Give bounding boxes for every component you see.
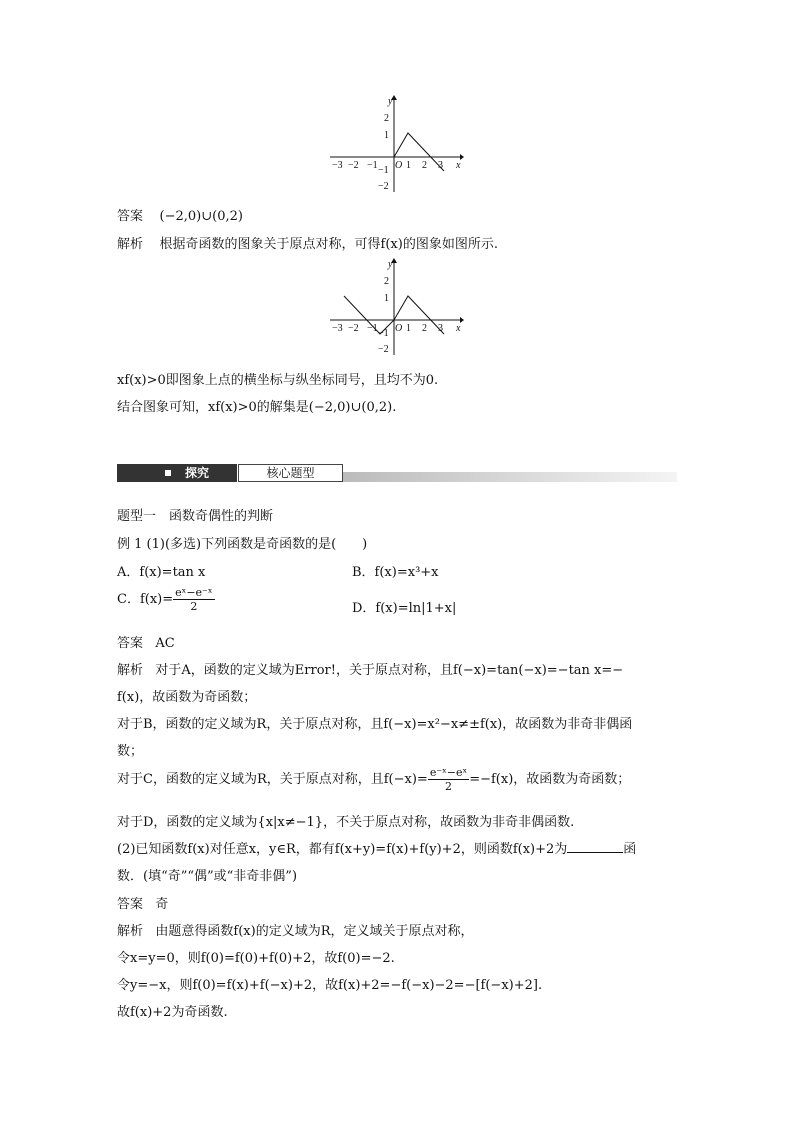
analysis-3-line: 故f(x)+2为奇函数. [117,1005,228,1020]
option-b: B．f(x)=x³+x [352,565,439,580]
y-tick: −2 [378,181,389,192]
analysis-3-line: 解析 由题意得函数f(x)的定义域为R，定义域关于原点对称， [117,924,474,939]
type-title: 题型一 函数奇偶性的判断 [117,509,274,524]
y-axis-label: y [388,96,393,107]
x-tick: 3 [438,160,443,171]
graph-1 [326,92,466,194]
answer-blank[interactable] [567,840,623,853]
analysis-3-line: 令y=−x，则f(0)=f(x)+f(−x)+2，故f(x)+2=−f(−x)−2=−[f(−x)+2]. [117,978,543,993]
analysis-2-line: 对于D，函数的定义域为{x|x≠−1}，不关于原点对称，故函数为非奇非偶函数. [117,815,575,830]
y-tick: 2 [384,276,389,287]
y-tick: −1 [378,328,389,339]
y-tick: 1 [384,130,389,141]
y-tick: 2 [384,113,389,124]
analysis-2-line: 对于C，函数的定义域为R，关于原点对称，且f(−x)= $\frac{\text{e⁻ˣ−eˣ}}{2}$ =−f(x)，故函数为奇函数； [117,766,631,793]
x-tick: 3 [438,323,443,334]
answer-2: 答案 AC [117,636,175,651]
analysis-2-line: 对于B，函数的定义域为R，关于原点对称，且f(−x)=x²−x≠±f(x)，故函数为非奇非偶函 [117,717,633,732]
x-tick: 2 [422,323,427,334]
text-line: 结合图象可知，xf(x)>0的解集是(−2,0)∪(0,2). [117,400,397,415]
origin-label: O [395,160,403,171]
graph-2 [326,255,466,357]
option-d: D．f(x)=ln|1+x| [352,601,457,616]
option-a: A．f(x)=tan x [117,565,206,580]
x-tick: 1 [406,323,411,334]
x-tick: −1 [367,323,378,334]
y-tick: −2 [378,344,389,355]
section-header [117,464,677,482]
section-divider [343,472,677,482]
analysis-1: 解析 根据奇函数的图象关于原点对称，可得f(x)的图象如图所示. [117,237,498,252]
question-2: (2)已知函数f(x)对任意x，y∈R，都有f(x+y)=f(x)+f(y)+2，则函数f(x)+2为 函 [117,842,637,857]
x-tick: 1 [406,160,411,171]
x-tick: −2 [348,323,359,334]
analysis-3-line: 令x=y=0，则f(0)=f(0)+f(0)+2，故f(0)=−2. [117,951,395,966]
fraction: $\frac{\text{eˣ−e⁻ˣ}}{2}$ [175,586,213,613]
option-c: C．f(x)= $\frac{\text{eˣ−e⁻ˣ}}{2}$ [117,586,213,613]
y-tick: 1 [384,293,389,304]
example-stem: 例 1 (1)(多选)下列函数是奇函数的是( ) [117,537,368,552]
square-bullet-icon [165,470,171,476]
y-axis-label: y [388,259,393,270]
analysis-2-line: f(x)，故函数为奇函数； [117,690,257,705]
fraction: $\frac{\text{e⁻ˣ−eˣ}}{2}$ [429,766,468,793]
x-axis-label: x [456,160,461,171]
answer-label: 答案 [117,209,144,224]
x-axis-label: x [456,323,461,334]
x-tick: −3 [332,323,343,334]
x-tick: −2 [348,160,359,171]
analysis-2-line: 解析 对于A，函数的定义域为Error!，关于原点对称，且f(−x)=tan(−x)=−tan x=− [117,663,624,678]
question-2-line: 数．(填“奇”“偶”或“非奇非偶”) [117,869,298,884]
x-tick: −1 [367,160,378,171]
answer-1 [117,205,243,224]
section-label-light: 核心题型 [238,464,343,482]
analysis-2-line: 数； [117,744,144,759]
x-tick: −3 [332,160,343,171]
text-line: xf(x)>0即图象上点的横坐标与纵坐标同号，且均不为0. [117,373,439,388]
y-tick: −1 [378,165,389,176]
origin-label: O [395,323,403,334]
x-tick: 2 [422,160,427,171]
answer-3: 答案 奇 [117,897,169,912]
answer-value: (−2,0)∪(0,2) [159,209,243,224]
section-label-dark: 探究 [117,464,237,482]
